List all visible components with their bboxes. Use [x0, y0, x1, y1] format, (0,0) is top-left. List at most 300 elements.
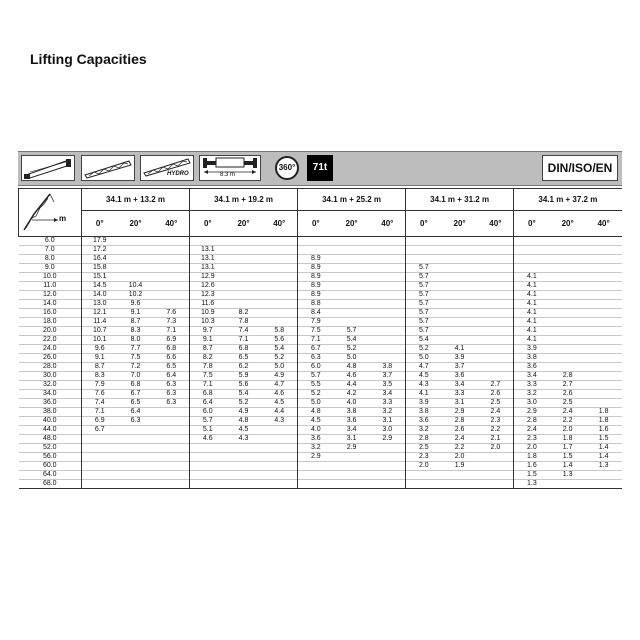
capacity-cell: 7.5 [298, 327, 334, 336]
capacity-cell: 4.4 [346, 381, 357, 388]
capacity-cell: 5.6 [274, 336, 285, 343]
capacity-cell: 11.6 [190, 300, 226, 309]
capacity-cell: 2.8 [454, 417, 465, 424]
capacity-cell [550, 300, 586, 309]
capacity-cell: 6.2 [238, 363, 249, 370]
capacity-cell [118, 426, 154, 435]
capacity-cell: 3.7 [382, 372, 393, 379]
capacity-cell: 2.2 [454, 444, 465, 451]
capacity-cell: 13.0 [82, 300, 118, 309]
capacity-cell: 2.7 [490, 381, 501, 388]
capacity-cell [586, 246, 622, 255]
capacity-cell: 12.9 [190, 273, 226, 282]
radius-cell: 12.0 [19, 291, 82, 300]
capacity-cell: 7.9 [82, 381, 118, 390]
luffing-angle-row [19, 211, 622, 237]
boom-combination-header: 34.1 m + 37.2 m [514, 189, 622, 211]
capacity-cell: 3.8 [406, 408, 442, 417]
capacity-cell [370, 291, 406, 300]
capacity-cell: 2.4 [562, 408, 573, 415]
capacity-cell [370, 255, 406, 264]
capacity-cell [478, 246, 514, 255]
capacity-cell: 4.1 [454, 345, 465, 352]
capacity-cell: 3.2 [514, 390, 550, 399]
capacity-cell: 2.9 [514, 408, 550, 417]
capacity-cell: 5.7 [406, 327, 442, 336]
capacity-cell [478, 273, 514, 282]
capacity-cell [334, 318, 370, 327]
radius-cell: 11.0 [19, 282, 82, 291]
capacity-cell: 6.5 [130, 399, 141, 406]
capacity-cell: 8.9 [298, 264, 334, 273]
capacity-cell [262, 282, 298, 291]
capacity-cell: 14.0 [82, 291, 118, 300]
capacity-cell [262, 300, 298, 309]
capacity-cell [550, 363, 586, 372]
capacity-cell [334, 453, 370, 462]
capacity-cell [478, 291, 514, 300]
capacity-cell [262, 246, 298, 255]
capacity-cell [550, 273, 586, 282]
capacity-cell: 1.4 [562, 462, 573, 469]
radius-cell: 38.0 [19, 408, 82, 417]
table-row [19, 273, 622, 282]
capacity-cell [190, 471, 226, 480]
capacity-cell: 8.9 [298, 255, 334, 264]
table-row [19, 336, 622, 345]
radius-cell: 14.0 [19, 300, 82, 309]
capacity-cell [478, 345, 514, 354]
capacity-cell [226, 246, 262, 255]
table-row [19, 318, 622, 327]
capacity-cell: 7.1 [166, 327, 177, 334]
capacity-cell: 4.1 [514, 300, 550, 309]
capacity-cell: 8.7 [130, 318, 141, 325]
capacity-cell [334, 246, 370, 255]
capacity-cell [370, 462, 406, 471]
capacity-cell [370, 453, 406, 462]
capacity-cell: 4.6 [274, 390, 285, 397]
capacity-cell [298, 471, 334, 480]
capacity-cell: 2.9 [346, 444, 357, 451]
table-row [19, 255, 622, 264]
capacity-cell: 6.8 [238, 345, 249, 352]
radius-cell: 68.0 [19, 480, 82, 489]
capacity-cell: 5.7 [298, 372, 334, 381]
capacity-cell [118, 264, 154, 273]
capacity-cell [154, 480, 190, 489]
capacity-cell [514, 255, 550, 264]
capacity-cell: 3.1 [346, 435, 357, 442]
capacity-cell [406, 471, 442, 480]
radius-cell: 9.0 [19, 264, 82, 273]
capacity-cell: 2.6 [490, 390, 501, 397]
capacity-cell: 2.0 [490, 444, 501, 451]
capacity-cell: 3.3 [382, 399, 393, 406]
capacity-cell [154, 273, 190, 282]
capacity-cell: 3.4 [346, 426, 357, 433]
capacity-cell: 5.7 [406, 300, 442, 309]
capacity-cell: 4.7 [274, 381, 285, 388]
capacity-cell: 5.2 [238, 399, 249, 406]
capacity-cell: 15.8 [82, 264, 118, 273]
capacity-cell [478, 255, 514, 264]
luffing-angle-header: 0° [190, 211, 226, 237]
capacity-cell [226, 282, 262, 291]
capacity-cell [334, 462, 370, 471]
capacity-cell [154, 426, 190, 435]
capacity-cell [370, 471, 406, 480]
capacity-cell [442, 273, 478, 282]
capacity-cell [550, 282, 586, 291]
capacity-cell [586, 264, 622, 273]
capacity-cell: 6.9 [82, 417, 118, 426]
capacity-cell: 7.1 [298, 336, 334, 345]
capacity-cell [82, 480, 118, 489]
luffing-angle-header: 20° [334, 211, 370, 237]
capacity-cell: 3.6 [454, 372, 465, 379]
capacity-cell: 5.0 [274, 363, 285, 370]
capacity-cell [586, 237, 622, 246]
luffing-angle-header: 40° [370, 211, 406, 237]
capacity-cell: 2.4 [490, 408, 501, 415]
capacity-cell [586, 345, 622, 354]
radius-cell: 6.0 [19, 237, 82, 246]
capacity-cell: 4.0 [298, 426, 334, 435]
table-row [19, 444, 622, 453]
luffing-angle-header: 40° [586, 211, 622, 237]
capacity-cell: 8.7 [82, 363, 118, 372]
luffing-angle-header: 40° [262, 211, 298, 237]
capacity-cell [550, 336, 586, 345]
capacity-cell: 3.1 [454, 399, 465, 406]
capacity-cell: 8.9 [298, 291, 334, 300]
capacity-cell [406, 255, 442, 264]
capacity-cell: 1.7 [562, 444, 573, 451]
radius-cell: 32.0 [19, 381, 82, 390]
capacity-cell: 9.7 [190, 327, 226, 336]
luffing-angle-header: 40° [154, 211, 190, 237]
capacity-cell: 7.8 [238, 318, 249, 325]
capacity-cell: 5.0 [298, 399, 334, 408]
config-header-bar [18, 151, 622, 186]
capacity-cell: 10.2 [128, 291, 143, 298]
capacity-cell: 2.0 [562, 426, 573, 433]
capacity-cell: 6.3 [166, 381, 177, 388]
capacity-cell [82, 471, 118, 480]
capacity-cell: 3.8 [514, 354, 550, 363]
capacity-cell [82, 462, 118, 471]
capacity-cell: 9.1 [190, 336, 226, 345]
capacity-cell [154, 237, 190, 246]
capacity-cell [478, 237, 514, 246]
capacity-cell: 10.1 [82, 336, 118, 345]
capacity-cell [586, 327, 622, 336]
capacity-cell [586, 471, 622, 480]
radius-cell: 7.0 [19, 246, 82, 255]
capacity-cell [154, 255, 190, 264]
page-title: Lifting Capacities [30, 51, 147, 67]
capacity-cell [82, 435, 118, 444]
capacity-cell [370, 300, 406, 309]
capacity-cell [442, 309, 478, 318]
capacity-cell: 2.8 [406, 435, 442, 444]
table-row [19, 354, 622, 363]
capacity-cell [478, 363, 514, 372]
radius-cell: 20.0 [19, 327, 82, 336]
capacity-cell: 1.3 [598, 462, 609, 469]
norm-label: DIN/ISO/EN [542, 155, 618, 181]
capacity-cell: 6.4 [190, 399, 226, 408]
capacity-cell: 2.3 [514, 435, 550, 444]
capacity-cell [262, 435, 298, 444]
capacity-cell: 4.1 [514, 318, 550, 327]
capacity-cell: 1.3 [562, 471, 573, 478]
capacity-cell: 8.4 [298, 309, 334, 318]
capacity-cell [154, 417, 190, 426]
capacity-cell [406, 480, 442, 489]
capacity-cell: 7.2 [130, 363, 141, 370]
capacity-cell [442, 291, 478, 300]
capacity-cell: 2.0 [514, 444, 550, 453]
capacity-cell: 3.9 [454, 354, 465, 361]
table-row [19, 327, 622, 336]
radius-cell: 26.0 [19, 354, 82, 363]
capacity-cell: 4.9 [238, 408, 249, 415]
radius-cell: 30.0 [19, 372, 82, 381]
capacity-cell: 2.0 [406, 462, 442, 471]
capacity-cell: 14.5 [82, 282, 118, 291]
capacity-cell [226, 291, 262, 300]
capacity-cell [154, 300, 190, 309]
capacity-cell [514, 264, 550, 273]
capacity-cell [154, 291, 190, 300]
capacity-cell [586, 399, 622, 408]
capacity-cell: 3.4 [514, 372, 550, 381]
radius-cell: 16.0 [19, 309, 82, 318]
capacity-cell: 7.9 [298, 318, 334, 327]
capacity-cell: 9.6 [82, 345, 118, 354]
capacity-cell: 5.5 [298, 381, 334, 390]
capacity-cell: 10.9 [190, 309, 226, 318]
capacity-cell: 1.6 [598, 426, 609, 433]
capacity-cell: 2.5 [490, 399, 501, 406]
capacity-cell [334, 480, 370, 489]
capacity-cell [550, 327, 586, 336]
luffing-angle-header: 20° [118, 211, 154, 237]
capacity-cell [334, 273, 370, 282]
capacity-cell: 16.4 [82, 255, 118, 264]
capacity-cell [550, 354, 586, 363]
capacity-cell [586, 372, 622, 381]
capacity-cell: 1.5 [514, 471, 550, 480]
capacity-cell [478, 372, 514, 381]
capacity-cell [478, 336, 514, 345]
capacity-cell: 2.0 [454, 453, 465, 460]
capacity-cell [334, 471, 370, 480]
capacity-cell: 17.9 [82, 237, 118, 246]
capacity-cell [226, 444, 262, 453]
capacity-cell: 6.7 [130, 390, 141, 397]
capacity-cell: 2.7 [562, 381, 573, 388]
capacity-cell [550, 237, 586, 246]
capacity-cell [154, 246, 190, 255]
capacity-cell: 3.5 [382, 381, 393, 388]
capacity-cell: 2.9 [382, 435, 393, 442]
capacity-cell: 6.9 [166, 336, 177, 343]
capacity-cell: 5.7 [190, 417, 226, 426]
capacity-cell [262, 309, 298, 318]
capacity-cell [262, 291, 298, 300]
capacity-cell: 6.3 [298, 354, 334, 363]
outrigger-span-label: 8.3 m [220, 172, 236, 178]
capacity-cell: 1.9 [454, 462, 465, 469]
capacity-cell: 5.0 [406, 354, 442, 363]
capacity-cell [154, 453, 190, 462]
capacity-cell: 1.4 [598, 444, 609, 451]
capacity-cell [262, 480, 298, 489]
capacity-cell: 2.9 [298, 453, 334, 462]
capacity-cell: 8.7 [190, 345, 226, 354]
capacity-cell: 5.6 [238, 381, 249, 388]
capacity-cell [586, 318, 622, 327]
capacity-cell [370, 237, 406, 246]
capacity-cell: 5.7 [406, 273, 442, 282]
capacity-cell: 11.4 [82, 318, 118, 327]
capacity-cell [334, 309, 370, 318]
capacity-cell [586, 390, 622, 399]
capacity-cell: 2.2 [562, 417, 573, 424]
capacity-cell: 2.6 [454, 426, 465, 433]
table-row [19, 471, 622, 480]
capacity-cell [478, 453, 514, 462]
table-row [19, 408, 622, 417]
capacity-cell [226, 264, 262, 273]
radius-cell: 18.0 [19, 318, 82, 327]
capacity-cell [478, 318, 514, 327]
capacity-cell: 4.6 [346, 372, 357, 379]
capacity-cell [298, 246, 334, 255]
capacity-cell [190, 480, 226, 489]
capacity-cell: 7.8 [190, 363, 226, 372]
table-row [19, 282, 622, 291]
capacity-cell: 3.6 [346, 417, 357, 424]
capacity-cell [586, 300, 622, 309]
main-boom-icon [21, 155, 75, 181]
boom-combination-header: 34.1 m + 13.2 m [82, 189, 190, 211]
capacity-cell: 5.7 [346, 327, 357, 334]
capacity-cell [478, 354, 514, 363]
capacity-cell [262, 318, 298, 327]
capacity-cell [406, 246, 442, 255]
capacity-cell [370, 318, 406, 327]
capacity-cell: 3.6 [298, 435, 334, 444]
radius-cell: 60.0 [19, 462, 82, 471]
capacity-cell: 4.1 [514, 309, 550, 318]
capacity-cell: 4.1 [514, 273, 550, 282]
capacity-cell [406, 237, 442, 246]
capacity-cell: 5.4 [238, 390, 249, 397]
capacity-cell: 7.0 [130, 372, 141, 379]
capacity-cell: 17.2 [82, 246, 118, 255]
table-row [19, 291, 622, 300]
capacity-cell: 3.3 [514, 381, 550, 390]
capacity-cell [154, 408, 190, 417]
capacity-cell: 3.9 [406, 399, 442, 408]
capacity-cell: 6.3 [166, 399, 177, 406]
capacity-cell: 3.4 [382, 390, 393, 397]
hydro-label: HYDRO [167, 171, 189, 177]
capacity-cell [334, 291, 370, 300]
capacity-cell [226, 300, 262, 309]
capacity-cell: 5.8 [274, 327, 285, 334]
capacity-cell: 1.8 [562, 435, 573, 442]
capacity-cell [118, 453, 154, 462]
table-row [19, 300, 622, 309]
rotation-360-icon: 360° [275, 156, 299, 180]
capacity-cell [262, 453, 298, 462]
capacity-cell [334, 255, 370, 264]
capacity-cell [154, 282, 190, 291]
capacity-cell: 7.1 [238, 336, 249, 343]
capacity-cell [586, 282, 622, 291]
capacity-cell: 3.2 [298, 444, 334, 453]
capacity-cell [226, 237, 262, 246]
capacity-cell: 7.5 [190, 372, 226, 381]
capacity-cell: 1.5 [562, 453, 573, 460]
capacity-cell [262, 264, 298, 273]
capacity-cell: 2.4 [514, 426, 550, 435]
radius-cell: 8.0 [19, 255, 82, 264]
capacity-cell [298, 480, 334, 489]
capacity-cell: 7.1 [190, 381, 226, 390]
capacity-cell: 4.4 [274, 408, 285, 415]
capacity-cell [478, 327, 514, 336]
capacity-cell: 6.0 [298, 363, 334, 372]
capacity-cell [586, 255, 622, 264]
table-row [19, 426, 622, 435]
capacity-cell: 1.8 [598, 408, 609, 415]
capacity-cell [586, 273, 622, 282]
radius-cell: 34.0 [19, 390, 82, 399]
capacity-cell: 2.2 [490, 426, 501, 433]
capacity-cell: 3.6 [406, 417, 442, 426]
capacity-cell: 2.1 [490, 435, 501, 442]
capacity-cell: 2.9 [454, 408, 465, 415]
radius-corner-cell [19, 189, 82, 237]
capacity-cell [370, 264, 406, 273]
capacity-cell [586, 336, 622, 345]
capacity-cell: 5.4 [274, 345, 285, 352]
capacity-cell [190, 462, 226, 471]
capacity-cell: 10.7 [82, 327, 118, 336]
radius-cell: 10.0 [19, 273, 82, 282]
capacity-cell: 9.1 [130, 309, 141, 316]
capacity-cell [478, 300, 514, 309]
capacity-cell: 1.8 [598, 417, 609, 424]
radius-cell: 52.0 [19, 444, 82, 453]
capacity-cell: 6.8 [130, 381, 141, 388]
capacity-cell: 7.7 [130, 345, 141, 352]
capacity-cell [370, 336, 406, 345]
capacity-cell [262, 462, 298, 471]
capacity-cell [550, 264, 586, 273]
capacity-cell: 3.4 [454, 381, 465, 388]
capacity-cell [586, 381, 622, 390]
capacity-cell [514, 246, 550, 255]
capacity-cell: 4.8 [346, 363, 357, 370]
capacity-cell: 4.1 [514, 336, 550, 345]
